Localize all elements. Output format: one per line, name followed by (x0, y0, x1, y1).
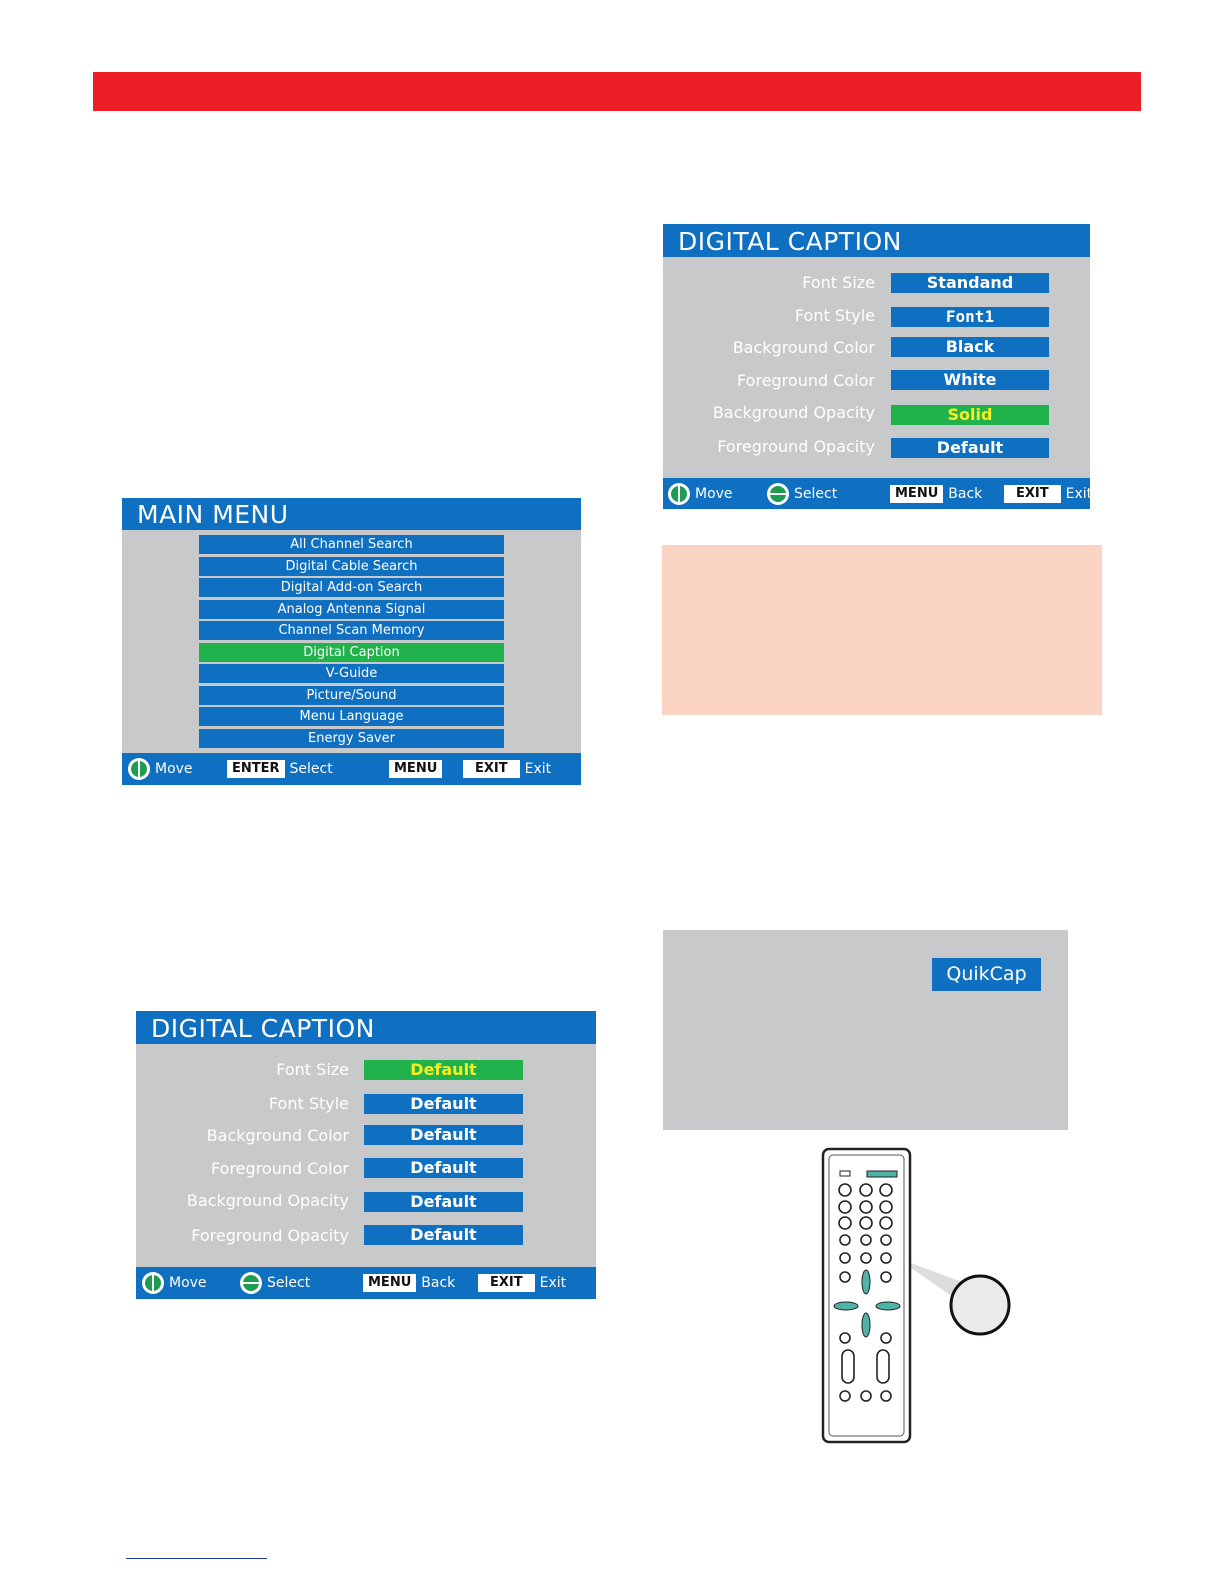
select-hint (240, 1267, 310, 1299)
back-label: Back (948, 485, 983, 502)
background-color-label: Background Color (206, 1126, 349, 1145)
foreground-opacity-label: Foreground Opacity (717, 437, 875, 456)
foreground-opacity-value[interactable]: Default (364, 1225, 523, 1245)
foreground-opacity-value[interactable]: Default (891, 438, 1049, 458)
menu-item-analog-antenna-signal[interactable]: Analog Antenna Signal (199, 600, 504, 619)
menu-item-channel-scan-memory[interactable]: Channel Scan Memory (199, 621, 504, 640)
foreground-color-value[interactable]: Default (364, 1158, 523, 1178)
menu-item-energy-saver[interactable]: Energy Saver (199, 729, 504, 748)
foreground-color-value[interactable]: White (891, 370, 1049, 390)
font-size-value[interactable]: Standand (891, 273, 1049, 293)
back-hint (363, 1267, 455, 1299)
font-style-label: Font Style (268, 1094, 349, 1113)
font-style-value[interactable]: Default (364, 1094, 523, 1114)
move-label: Move (169, 1275, 207, 1291)
menu-key[interactable]: MENU (363, 1274, 416, 1292)
menu-key[interactable]: MENU (389, 760, 442, 778)
background-opacity-value[interactable]: Default (364, 1192, 523, 1212)
menu-key[interactable]: MENU (890, 485, 943, 503)
font-style-value[interactable]: Font1 (891, 307, 1049, 327)
foreground-color-label: Foreground Color (211, 1159, 349, 1178)
exit-label: Exit (539, 1275, 567, 1291)
magnified-caption-button (951, 1276, 1009, 1334)
menu-item-digital-caption[interactable]: Digital Caption (199, 643, 504, 662)
main-menu-title: MAIN MENU (122, 498, 581, 530)
menu-hint (389, 753, 442, 785)
background-color-label: Background Color (732, 338, 875, 357)
leftright-arrow-icon (240, 1272, 262, 1294)
back-hint (890, 478, 982, 509)
back-label: Back (421, 1275, 456, 1291)
exit-key[interactable]: EXIT (1004, 485, 1061, 503)
font-style-label: Font Style (794, 306, 875, 325)
quikcap-button[interactable]: QuikCap (932, 958, 1041, 991)
move-hint (128, 753, 193, 785)
caption-default-title: DIGITAL CAPTION (136, 1011, 596, 1044)
menu-item-picture-sound[interactable]: Picture/Sound (199, 686, 504, 705)
move-hint (668, 478, 733, 509)
select-label: Select (289, 761, 333, 777)
note-box (662, 545, 1102, 715)
font-size-value[interactable]: Default (364, 1060, 523, 1080)
updown-arrow-icon (128, 758, 150, 780)
updown-arrow-icon (142, 1272, 164, 1294)
move-hint (142, 1267, 207, 1299)
footer-rule (126, 1558, 267, 1559)
select-label: Select (267, 1275, 311, 1291)
exit-hint (463, 753, 551, 785)
caption-default-footer (136, 1267, 596, 1299)
section-header-banner (93, 72, 1141, 111)
caption-custom-footer (663, 478, 1093, 509)
updown-arrow-icon (668, 483, 690, 505)
menu-item-v-guide[interactable]: V-Guide (199, 664, 504, 683)
menu-item-all-channel-search[interactable]: All Channel Search (199, 535, 504, 554)
background-opacity-label: Background Opacity (712, 403, 875, 422)
exit-label: Exit (524, 761, 552, 777)
enter-key[interactable]: ENTER (227, 760, 285, 778)
menu-item-menu-language[interactable]: Menu Language (199, 707, 504, 726)
leftright-arrow-icon (767, 483, 789, 505)
exit-key[interactable]: EXIT (463, 760, 520, 778)
exit-hint (478, 1267, 566, 1299)
remote-control-illustration (815, 1145, 1025, 1445)
foreground-color-label: Foreground Color (737, 371, 875, 390)
background-opacity-value[interactable]: Solid (891, 405, 1049, 425)
caption-custom-panel (663, 224, 1093, 509)
caption-default-panel (136, 1011, 596, 1299)
exit-key[interactable]: EXIT (478, 1274, 535, 1292)
background-color-value[interactable]: Black (891, 337, 1049, 357)
font-size-label: Font Size (276, 1060, 349, 1079)
background-color-value[interactable]: Default (364, 1125, 523, 1145)
caption-custom-title: DIGITAL CAPTION (663, 224, 1090, 257)
font-size-label: Font Size (802, 273, 875, 292)
background-opacity-label: Background Opacity (186, 1191, 349, 1210)
foreground-opacity-label: Foreground Opacity (191, 1226, 349, 1245)
select-hint (227, 753, 333, 785)
select-label: Select (794, 485, 838, 502)
menu-item-digital-cable-search[interactable]: Digital Cable Search (199, 557, 504, 576)
menu-item-digital-add-on-search[interactable]: Digital Add-on Search (199, 578, 504, 597)
exit-label: Exit (1065, 485, 1093, 502)
exit-hint (1004, 478, 1092, 509)
main-menu-footer (122, 753, 581, 785)
select-hint (767, 478, 837, 509)
move-label: Move (695, 485, 733, 502)
move-label: Move (155, 761, 193, 777)
